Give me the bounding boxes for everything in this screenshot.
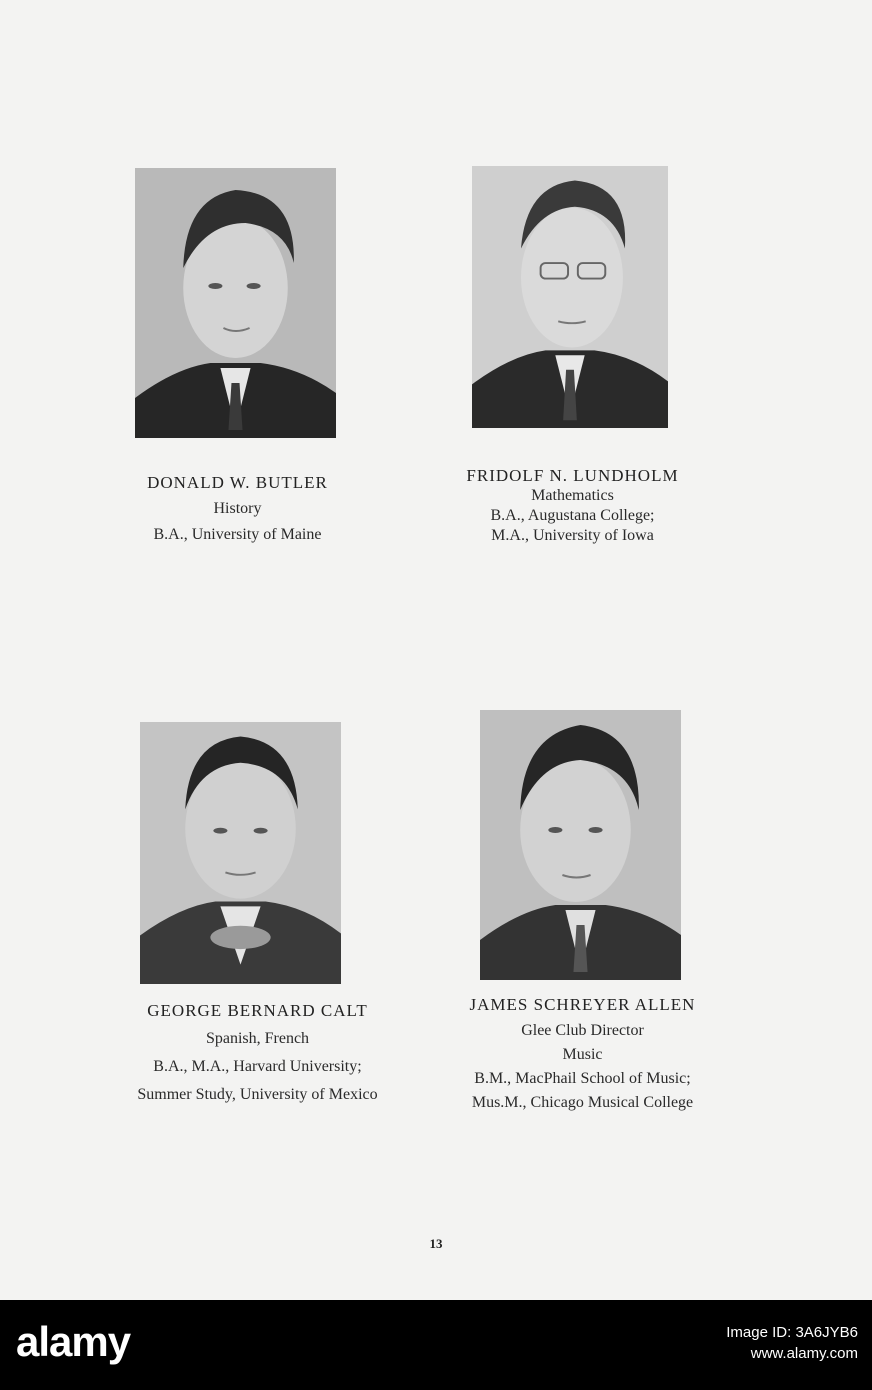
faculty-caption-calt: [90, 1000, 425, 1105]
page-number: 13: [429, 1236, 443, 1251]
portrait-photo-calt: [140, 722, 341, 984]
image-id: Image ID: 3A6JYB6: [726, 1324, 858, 1341]
alamy-logo: alamy: [16, 1318, 131, 1365]
faculty-degree: B.A., Augustana College;: [490, 507, 655, 525]
faculty-degree: Mus.M., Chicago Musical College: [471, 1094, 694, 1112]
faculty-subject: History: [213, 500, 262, 518]
faculty-role: Glee Club Director: [521, 1022, 644, 1040]
portrait-photo-butler: [135, 168, 336, 438]
portrait-photo-lundholm: [472, 166, 668, 428]
portrait-photo-allen: [480, 710, 681, 980]
faculty-degree: B.A., University of Maine: [153, 526, 322, 544]
faculty-subject: Spanish, French: [205, 1030, 310, 1048]
faculty-name: FRIDOLF N. LUNDHOLM: [466, 466, 679, 485]
faculty-degree: M.A., University of Iowa: [491, 527, 654, 545]
faculty-degree: B.M., MacPhail School of Music;: [474, 1070, 691, 1088]
faculty-subject: Mathematics: [531, 487, 614, 505]
image-reference: [726, 1324, 858, 1362]
faculty-caption-allen: [425, 994, 740, 1113]
faculty-caption-lundholm: [440, 465, 705, 546]
faculty-name: GEORGE BERNARD CALT: [147, 1001, 368, 1020]
faculty-name: JAMES SCHREYER ALLEN: [469, 995, 696, 1014]
faculty-caption-butler: [110, 472, 365, 545]
site-url: www.alamy.com: [750, 1345, 858, 1362]
watermark-footer: [0, 1300, 872, 1390]
faculty-name: DONALD W. BUTLER: [147, 473, 328, 492]
faculty-subject: Music: [562, 1046, 603, 1064]
faculty-degree: B.A., M.A., Harvard University;: [153, 1058, 362, 1076]
faculty-study: Summer Study, University of Mexico: [137, 1086, 378, 1104]
